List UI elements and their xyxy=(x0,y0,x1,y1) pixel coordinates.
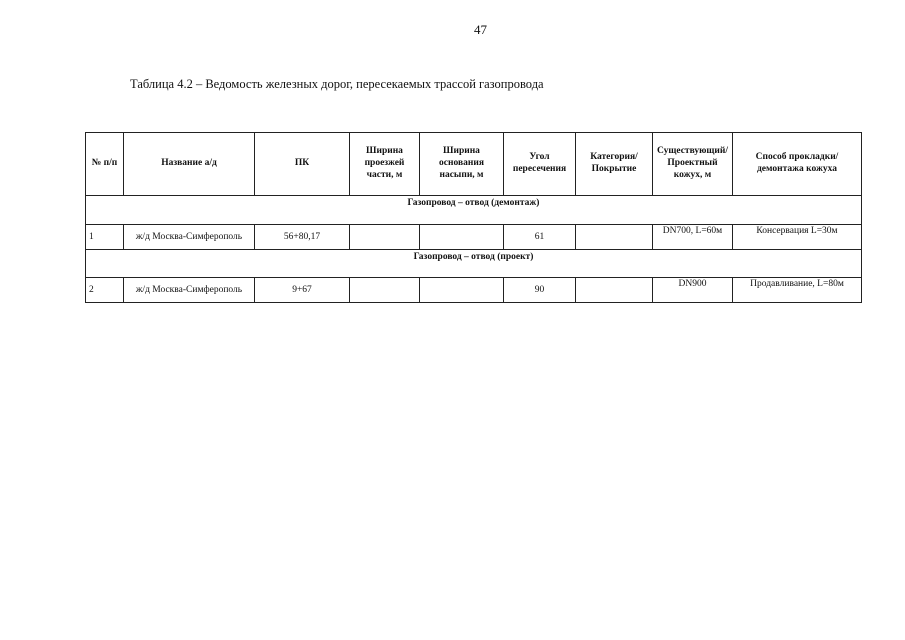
railway-crossings-table xyxy=(85,132,862,303)
cell-category xyxy=(576,278,653,303)
header-cell-carriageway-width: Ширина проезжей части, м xyxy=(350,133,420,196)
header-cell-name: Название а/д xyxy=(124,133,255,196)
cell-carriageway-width xyxy=(350,278,420,303)
header-cell-number: № п/п xyxy=(86,133,124,196)
cell-crossing-angle: 90 xyxy=(504,278,576,303)
page-number: 47 xyxy=(474,22,487,37)
cell-name: ж/д Москва-Симферополь xyxy=(124,278,255,303)
section-title: Газопровод – отвод (проект) xyxy=(86,250,862,278)
cell-number: 2 xyxy=(86,278,124,303)
table-row xyxy=(86,278,862,303)
cell-pk: 9+67 xyxy=(255,278,350,303)
section-row xyxy=(86,250,862,278)
cell-embankment-width xyxy=(420,225,504,250)
header-cell-casing: Существующий/ Проектный кожух, м xyxy=(653,133,733,196)
cell-casing: DN700, L=60м xyxy=(653,225,733,250)
cell-casing: DN900 xyxy=(653,278,733,303)
cell-carriageway-width xyxy=(350,225,420,250)
cell-laying-method: Продавливание, L=80м xyxy=(733,278,862,303)
header-cell-pk: ПК xyxy=(255,133,350,196)
header-cell-category: Категория/ Покрытие xyxy=(576,133,653,196)
table-header-row xyxy=(86,133,862,196)
cell-category xyxy=(576,225,653,250)
section-row xyxy=(86,196,862,225)
cell-name: ж/д Москва-Симферополь xyxy=(124,225,255,250)
table-row xyxy=(86,225,862,250)
cell-crossing-angle: 61 xyxy=(504,225,576,250)
header-cell-embankment-width: Ширина основания насыпи, м xyxy=(420,133,504,196)
cell-laying-method: Консервация L=30м xyxy=(733,225,862,250)
table-caption: Таблица 4.2 – Ведомость железных дорог, пересекаемых трассой газопровода xyxy=(130,77,544,91)
header-cell-laying-method: Способ прокладки/ демонтажа кожуха xyxy=(733,133,862,196)
header-cell-crossing-angle: Угол пересечения xyxy=(504,133,576,196)
section-title: Газопровод – отвод (демонтаж) xyxy=(86,196,862,225)
cell-pk: 56+80,17 xyxy=(255,225,350,250)
cell-number: 1 xyxy=(86,225,124,250)
cell-embankment-width xyxy=(420,278,504,303)
